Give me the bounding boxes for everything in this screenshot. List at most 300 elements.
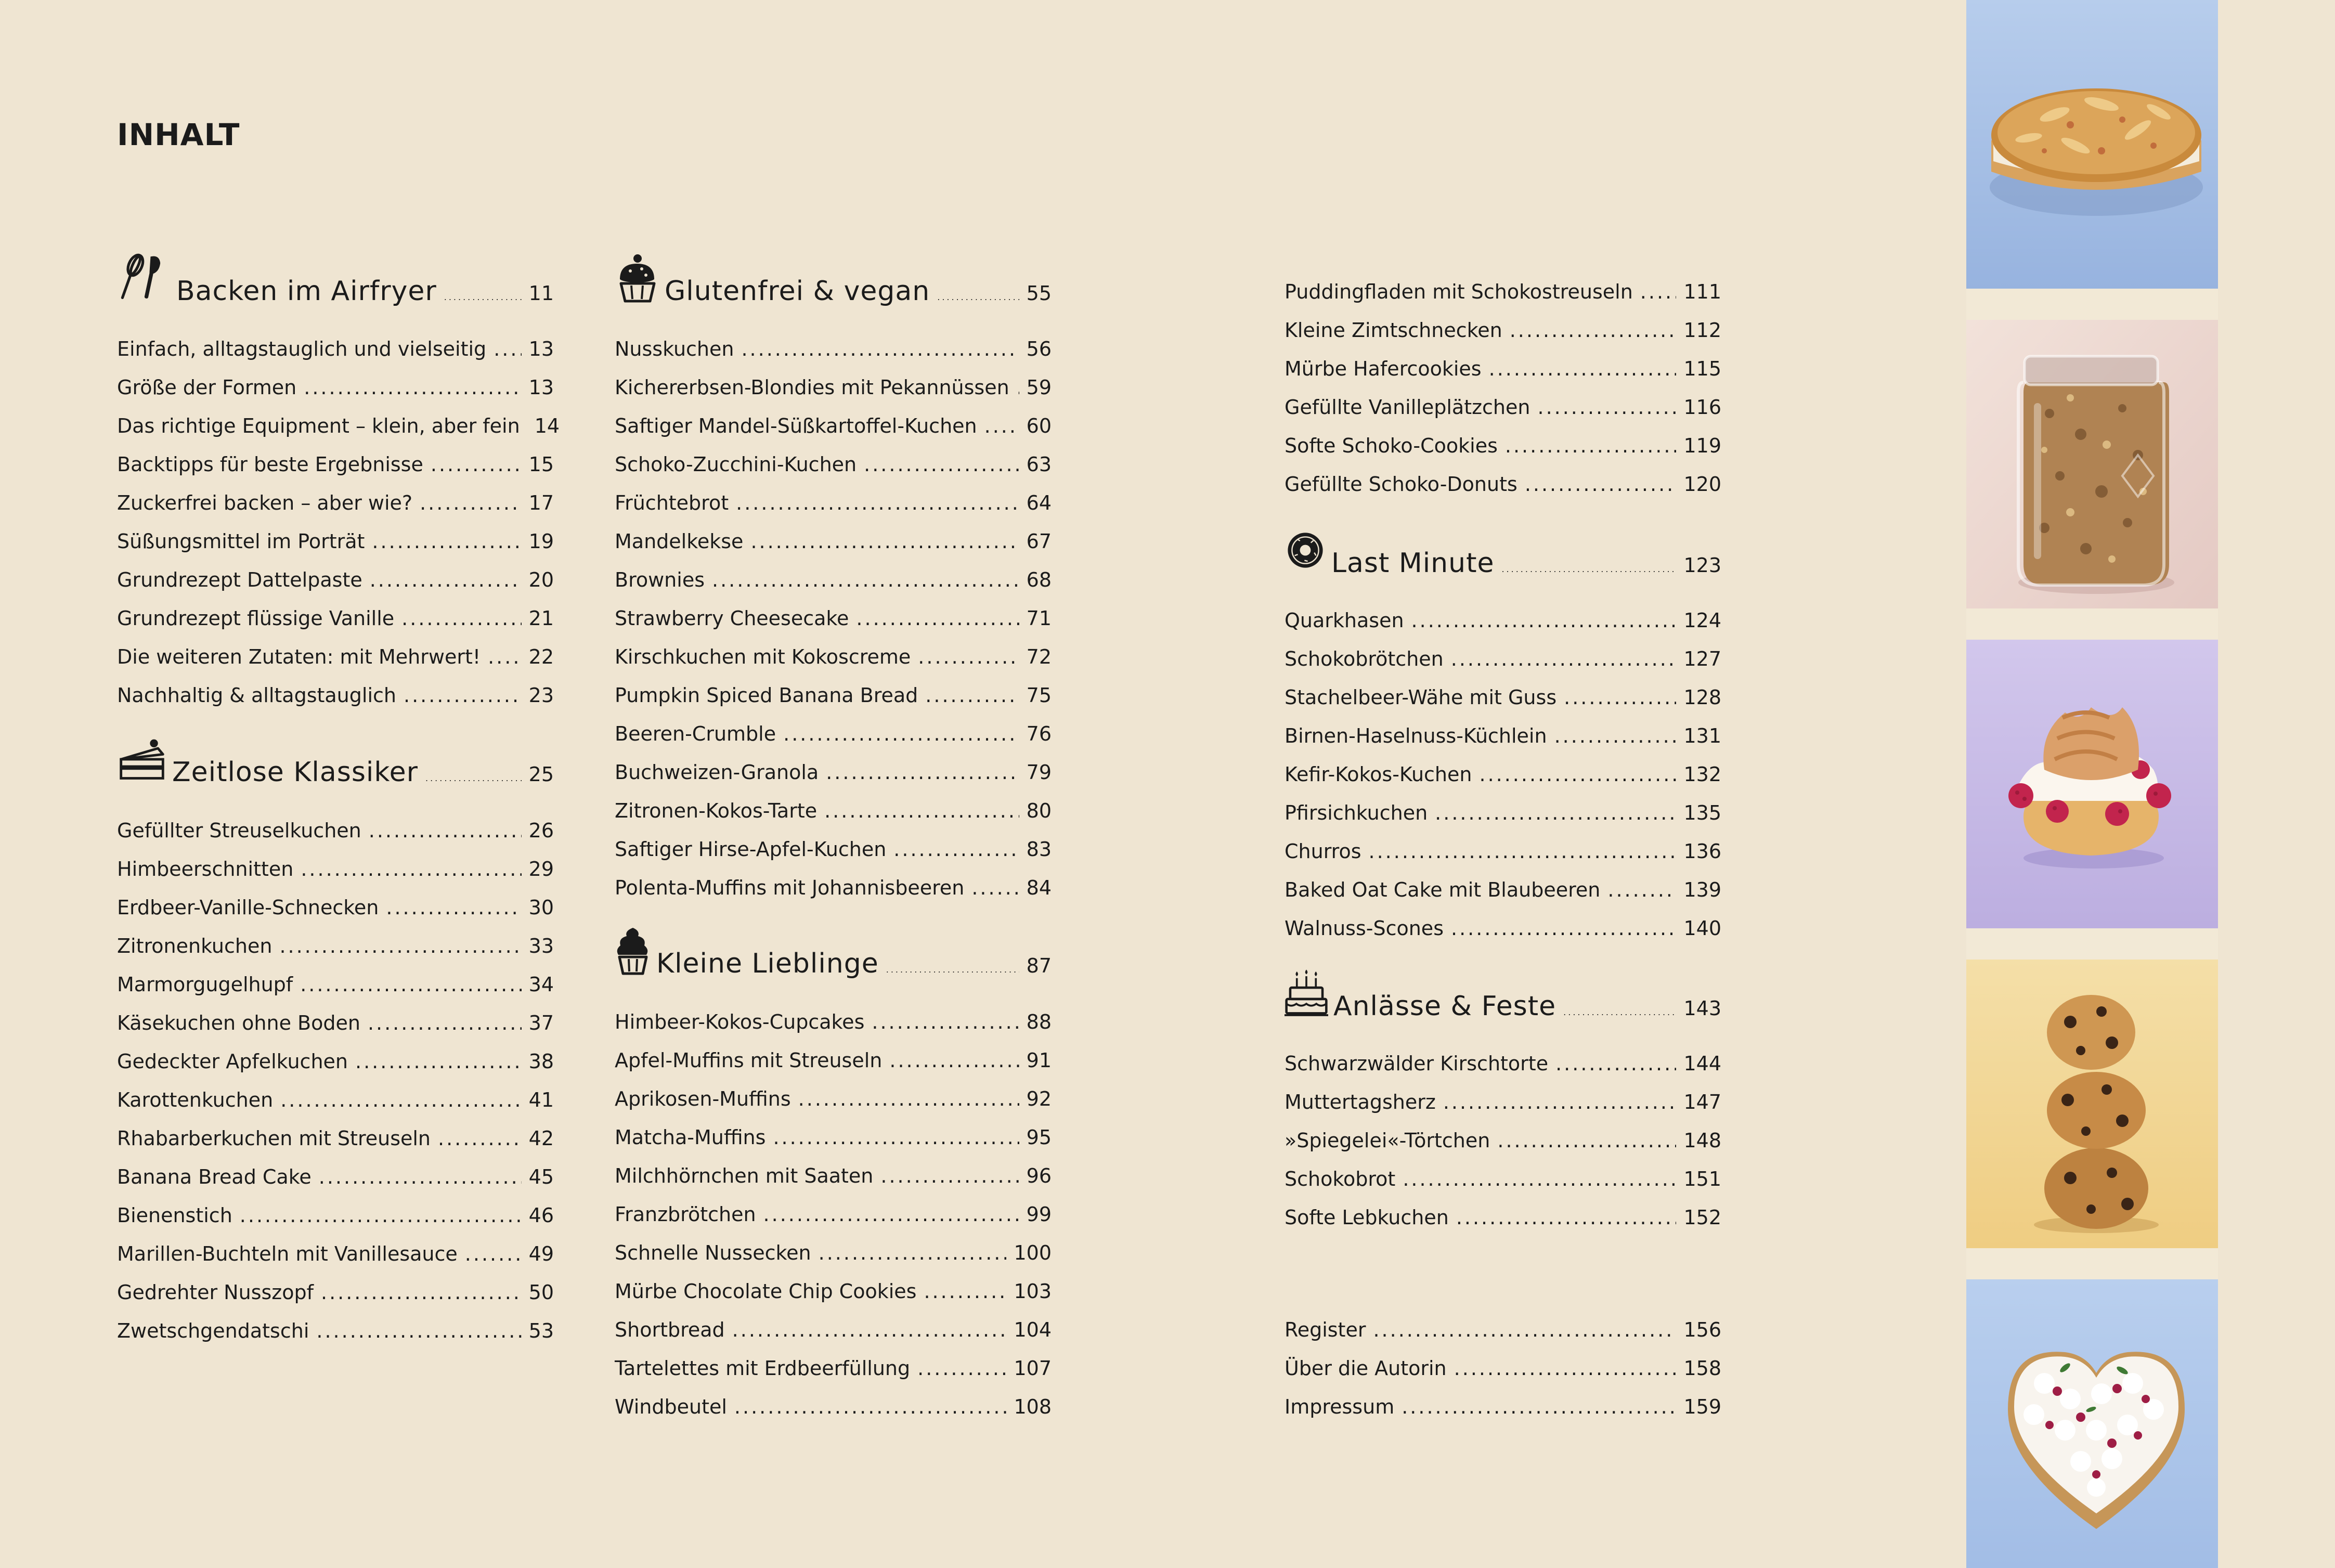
entry-title: Himbeerschnitten [117,858,294,880]
page-number: 21 [528,607,554,630]
dot-leader [1607,871,1676,909]
entry-title: Backtipps für beste Ergebnisse [117,453,423,476]
dot-leader [1017,368,1019,407]
dot-leader [1497,1121,1676,1160]
entry-title: Gedeckter Apfelkuchen [117,1050,348,1073]
dot-leader [864,445,1019,484]
dot-leader [316,1312,521,1350]
page-number: 55 [1026,282,1052,305]
page-number: 95 [1026,1126,1052,1149]
page-number: 80 [1026,799,1052,822]
page-number: 75 [1026,684,1052,707]
entry-title: Marillen-Buchteln mit Vanillesauce [117,1242,458,1265]
page-number: 17 [528,491,554,514]
dot-leader [280,1081,521,1119]
toc-entry[interactable] [1285,909,1721,948]
toc-entry[interactable] [1285,311,1721,349]
entry-title: Grundrezept flüssige Vanille [117,607,395,630]
toc-entry[interactable] [1285,832,1721,871]
page-number: 59 [1026,376,1052,399]
toc-entry[interactable] [117,407,560,445]
toc-entry[interactable] [1285,871,1721,909]
page-number: 79 [1026,761,1052,784]
dot-leader [401,599,521,638]
section-heading-lastminute[interactable] [1285,535,1721,592]
toc-entry[interactable] [117,1081,554,1119]
section-heading-anlaesse[interactable] [1285,978,1721,1035]
toc-entry[interactable] [615,561,1052,599]
page-number: 14 [534,414,560,437]
entry-title: Einfach, alltagstauglich und vielseitig [117,338,487,360]
dot-leader [971,869,1019,907]
toc-entry[interactable] [117,561,554,599]
toc-entry[interactable] [1285,1311,1721,1349]
dot-leader [355,1042,522,1081]
toc-entry[interactable] [117,888,554,927]
entry-title: Nachhaltig & alltagstauglich [117,684,396,707]
toc-entry[interactable] [615,599,1052,638]
page-number: 56 [1026,338,1052,360]
page-number: 103 [1014,1280,1052,1303]
entry-title: Saftiger Hirse-Apfel-Kuchen [615,838,887,861]
toc-entry[interactable] [1285,755,1721,794]
dot-leader [301,850,521,888]
toc-entry[interactable] [615,1272,1052,1311]
page-number: 152 [1683,1206,1721,1229]
entry-title: Rhabarberkuchen mit Streuseln [117,1127,431,1150]
entry-title: Das richtige Equipment – klein, aber fein [117,414,520,437]
toc-entry[interactable] [117,330,554,368]
entry-title: Muttertagsherz [1285,1091,1436,1113]
entry-title: Impressum [1285,1395,1395,1418]
dot-leader [889,1041,1019,1080]
entry-title: Mandelkekse [615,530,744,553]
entry-title: Franzbrötchen [615,1203,756,1226]
entry-title: Buchweizen-Granola [615,761,819,784]
entry-title: Apfel-Muffins mit Streuseln [615,1049,883,1072]
toc-entry[interactable] [117,368,554,407]
dot-leader [918,638,1019,676]
toc-entry[interactable] [1285,1083,1721,1121]
page-number: 147 [1683,1091,1721,1113]
page-number: 88 [1026,1010,1052,1033]
dot-leader [321,1273,522,1312]
entry-title: Walnuss-Scones [1285,917,1444,940]
granola-jar-photo [1966,320,2218,608]
section-heading-lieblinge[interactable] [615,935,1052,992]
toc-entry[interactable] [117,638,554,676]
page-number: 119 [1683,434,1721,457]
toc-entry[interactable] [615,330,1052,368]
dot-leader [386,888,521,927]
page-number: 19 [528,530,554,553]
stacked-chocolate-chip-cookies-photo [1966,960,2218,1248]
dot-leader [826,753,1019,792]
page-number: 120 [1683,473,1721,496]
dot-leader [488,638,522,676]
page-number: 25 [528,763,554,786]
cupcake-icon [615,925,651,1003]
entry-title: Mürbe Hafercookies [1285,357,1482,380]
page-number: 30 [528,896,554,919]
dot-leader [1505,426,1677,465]
entry-title: Kichererbsen-Blondies mit Pekannüssen [615,376,1009,399]
dot-leader [984,407,1019,445]
entry-title: Quarkhasen [1285,609,1404,632]
dot-leader [734,1388,1007,1426]
page-number: 140 [1683,917,1721,940]
dot-leader [1564,678,1676,717]
entry-title: Windbeutel [615,1395,727,1418]
toc-entry[interactable] [615,407,1052,445]
page-number: 99 [1026,1203,1052,1226]
page-number: 112 [1683,319,1721,342]
meringue-heart-tart-photo [1966,1279,2218,1568]
page-number: 13 [528,338,554,360]
dot-leader [937,269,1019,326]
entry-title: Shortbread [615,1318,725,1341]
toc-entry[interactable] [615,676,1052,715]
dot-leader [1403,1160,1676,1198]
entry-title: Pumpkin Spiced Banana Bread [615,684,918,707]
toc-entry[interactable] [615,1388,1052,1426]
page-number: 71 [1026,607,1052,630]
dot-leader [819,1234,1007,1272]
dot-leader [1537,388,1676,426]
page-number: 144 [1683,1052,1721,1075]
page-number: 41 [528,1088,554,1111]
section-heading-klassiker[interactable] [117,744,554,801]
dot-leader [1451,909,1676,948]
toc-entry[interactable] [1285,717,1721,755]
section-title: Zeitlose Klassiker [172,757,418,788]
page-number: 115 [1683,357,1721,380]
page-number: 83 [1026,838,1052,861]
page-number: 104 [1014,1318,1052,1341]
toc-entry[interactable] [117,1196,554,1235]
page-number: 108 [1014,1395,1052,1418]
page-number: 127 [1683,647,1721,670]
page-number: 42 [528,1127,554,1150]
dot-leader [1402,1388,1676,1426]
page-number: 107 [1014,1357,1052,1380]
dot-leader [925,676,1019,715]
toc-entry[interactable] [117,1119,554,1158]
dot-leader [369,811,522,850]
toc-entry[interactable] [1285,349,1721,388]
entry-title: Käsekuchen ohne Boden [117,1012,360,1034]
page-number: 53 [528,1319,554,1342]
entry-title: Schokobrot [1285,1168,1396,1190]
entry-title: Register [1285,1318,1366,1341]
page-number: 23 [528,684,554,707]
entry-title: Die weiteren Zutaten: mit Mehrwert! [117,645,481,668]
entry-title: Über die Autorin [1285,1357,1447,1380]
entry-title: Größe der Formen [117,376,297,399]
dot-leader [372,522,521,561]
dot-leader [465,1235,522,1273]
dot-leader [856,599,1019,638]
section-title: Glutenfrei & vegan [665,276,930,307]
entry-title: Schnelle Nussecken [615,1241,811,1264]
entry-title: Marmorgugelhupf [117,973,293,996]
dot-leader [750,522,1019,561]
dot-leader [736,484,1019,522]
entry-title: Softe Lebkuchen [1285,1206,1449,1229]
toc-entry[interactable] [117,1004,554,1042]
dot-leader [1510,311,1677,349]
toc-entry[interactable] [615,869,1052,907]
toc-entry[interactable] [615,753,1052,792]
entry-title: Kirschkuchen mit Kokoscreme [615,645,911,668]
page-number: 38 [528,1050,554,1073]
page-number: 72 [1026,645,1052,668]
toc-entry[interactable] [117,927,554,965]
dot-leader [924,1272,1006,1311]
entry-title: Stachelbeer-Wähe mit Guss [1285,686,1557,709]
toc-entry[interactable] [117,850,554,888]
dot-leader [732,1311,1007,1349]
dot-leader [370,561,522,599]
section-heading-glutenfrei[interactable] [615,263,1052,320]
page-number: 29 [528,858,554,880]
toc-entry[interactable] [615,1118,1052,1157]
dot-leader [1411,601,1677,640]
toc-entry[interactable] [615,715,1052,753]
section-title: Backen im Airfryer [176,276,437,307]
page-number: 92 [1026,1087,1052,1110]
toc-entry[interactable] [117,445,554,484]
dot-leader [1555,1044,1676,1083]
dot-leader [494,330,521,368]
toc-entry[interactable] [1285,601,1721,640]
toc-entry[interactable] [117,1235,554,1273]
cake-slice-icon [117,734,167,810]
page-number: 151 [1683,1168,1721,1190]
page-number: 128 [1683,686,1721,709]
entry-title: Kleine Zimtschnecken [1285,319,1502,342]
dot-leader [420,484,522,522]
toc-entry[interactable] [117,676,554,715]
entry-title: Aprikosen-Muffins [615,1087,791,1110]
page-number: 34 [528,973,554,996]
entry-title: Polenta-Muffins mit Johannisbeeren [615,876,965,899]
dot-leader [1554,717,1677,755]
entry-title: Zitronen-Kokos-Tarte [615,799,818,822]
entry-title: Nusskuchen [615,338,734,360]
dot-leader [824,792,1019,830]
entry-title: Zwetschgendatschi [117,1319,309,1342]
toc-entry[interactable] [615,522,1052,561]
toc-entry[interactable] [615,1349,1052,1388]
entry-title: Zitronenkuchen [117,935,273,957]
toc-entry[interactable] [615,1080,1052,1118]
toc-entry[interactable] [615,1234,1052,1272]
entry-title: Pfirsichkuchen [1285,801,1428,824]
entry-title: Schwarzwälder Kirschtorte [1285,1052,1549,1075]
toc-entry[interactable] [1285,640,1721,678]
toc-entry[interactable] [615,484,1052,522]
toc-entry[interactable] [615,1157,1052,1195]
toc-entry[interactable] [117,484,554,522]
toc-entry[interactable] [1285,1121,1721,1160]
toc-entry[interactable] [615,368,1052,407]
dot-leader [300,965,521,1004]
entry-title: Gefüllte Vanilleplätzchen [1285,396,1530,419]
toc-entry[interactable] [615,1311,1052,1349]
dot-leader [1443,1083,1677,1121]
page-number: 136 [1683,840,1721,863]
whisk-spatula-icon [117,251,171,331]
dot-leader [880,1157,1019,1195]
entry-title: Bienenstich [117,1204,232,1227]
entry-title: Gefüllter Streuselkuchen [117,819,361,842]
entry-title: »Spiegelei«-Törtchen [1285,1129,1490,1152]
page-number: 45 [528,1165,554,1188]
entry-title: Früchtebrot [615,491,729,514]
section-heading-airfryer[interactable] [117,263,554,320]
toc-entry[interactable] [1285,1198,1721,1237]
page-number: 131 [1683,724,1721,747]
entry-title: Strawberry Cheesecake [615,607,849,630]
toc-entry[interactable] [1285,388,1721,426]
page-number: 123 [1683,554,1721,577]
dot-leader [438,1119,522,1158]
dot-leader [1454,1349,1677,1388]
dot-leader [1489,349,1677,388]
entry-title: Matcha-Muffins [615,1126,766,1149]
entry-title: Baked Oat Cake mit Blaubeeren [1285,878,1601,901]
toc-entry[interactable] [1285,426,1721,465]
toc-entry[interactable] [615,638,1052,676]
dot-leader [279,927,521,965]
dot-leader [1640,273,1677,311]
entry-title: Schokobrötchen [1285,647,1444,670]
dot-leader [1435,794,1676,832]
page-title: INHALT [117,117,240,152]
toc-entry[interactable] [1285,273,1721,311]
dot-leader [425,750,522,807]
donut-icon [1285,529,1326,597]
dot-leader [917,1349,1006,1388]
toc-entry[interactable] [117,1312,554,1350]
toc-entry[interactable] [117,599,554,638]
toc-entry[interactable] [615,1195,1052,1234]
toc-entry[interactable] [117,1158,554,1196]
dot-leader [783,715,1019,753]
toc-entry[interactable] [1285,1349,1721,1388]
dot-leader [1563,984,1676,1041]
dot-leader [886,941,1019,999]
page-number: 159 [1683,1395,1721,1418]
toc-entry[interactable] [117,522,554,561]
toc-entry[interactable] [615,1041,1052,1080]
dot-leader [404,676,522,715]
dot-leader [304,368,521,407]
page-number: 60 [1026,414,1052,437]
dot-leader [741,330,1019,368]
entry-title: Schoko-Zucchini-Kuchen [615,453,857,476]
toc-entry[interactable] [1285,1044,1721,1083]
page-number: 15 [528,453,554,476]
page-number: 132 [1683,763,1721,786]
toc-entry[interactable] [615,830,1052,869]
page-number: 50 [528,1281,554,1304]
page-number: 148 [1683,1129,1721,1152]
page-number: 76 [1026,722,1052,745]
page-number: 33 [528,935,554,957]
dot-leader [798,1080,1019,1118]
page-number: 46 [528,1204,554,1227]
page-number: 49 [528,1242,554,1265]
page-number: 22 [528,645,554,668]
dot-leader [712,561,1019,599]
dot-leader [1451,640,1677,678]
page-number: 139 [1683,878,1721,901]
page-number: 91 [1026,1049,1052,1072]
cupcake-cherry-icon [615,252,659,330]
toc-entry[interactable] [1285,1388,1721,1426]
page-number: 84 [1026,876,1052,899]
dot-leader [1525,465,1677,503]
entry-title: Softe Schoko-Cookies [1285,434,1498,457]
entry-title: Karottenkuchen [117,1088,274,1111]
toc-entry[interactable] [1285,794,1721,832]
toc-entry[interactable] [615,1003,1052,1041]
toc-entry[interactable] [615,792,1052,830]
dot-leader [1501,541,1676,598]
entry-title: Tartelettes mit Erdbeerfüllung [615,1357,911,1380]
entry-title: Banana Bread Cake [117,1165,312,1188]
apple-crumble-cake-photo [1966,0,2218,289]
dot-leader [368,1004,522,1042]
toc-entry[interactable] [117,1273,554,1312]
page-number: 87 [1026,954,1052,977]
entry-title: Saftiger Mandel-Süßkartoffel-Kuchen [615,414,977,437]
page-number: 26 [528,819,554,842]
dot-leader [1479,755,1676,794]
toc-entry[interactable] [1285,1160,1721,1198]
toc-entry[interactable] [117,1042,554,1081]
toc-entry[interactable] [117,811,554,850]
birthday-cake-icon [1285,969,1328,1043]
toc-entry[interactable] [1285,678,1721,717]
dot-leader [240,1196,522,1235]
entry-title: Süßungsmittel im Porträt [117,530,365,553]
page-number: 111 [1683,280,1721,303]
toc-entry[interactable] [1285,465,1721,503]
page-number: 96 [1026,1164,1052,1187]
dot-leader [893,830,1019,869]
page-number: 67 [1026,530,1052,553]
dot-leader [763,1195,1019,1234]
entry-title: Kefir-Kokos-Kuchen [1285,763,1472,786]
page-number: 158 [1683,1357,1721,1380]
entry-title: Mürbe Chocolate Chip Cookies [615,1280,917,1303]
page-number: 11 [528,282,554,305]
entry-title: Beeren-Crumble [615,722,776,745]
entry-title: Erdbeer-Vanille-Schnecken [117,896,379,919]
toc-entry[interactable] [117,965,554,1004]
page-number: 13 [528,376,554,399]
dot-leader [1369,832,1677,871]
dot-leader [1373,1311,1676,1349]
toc-entry[interactable] [615,445,1052,484]
section-title: Last Minute [1331,548,1495,579]
section-title: Kleine Lieblinge [656,948,879,979]
entry-title: Gefüllte Schoko-Donuts [1285,473,1517,496]
dot-leader [444,269,522,326]
